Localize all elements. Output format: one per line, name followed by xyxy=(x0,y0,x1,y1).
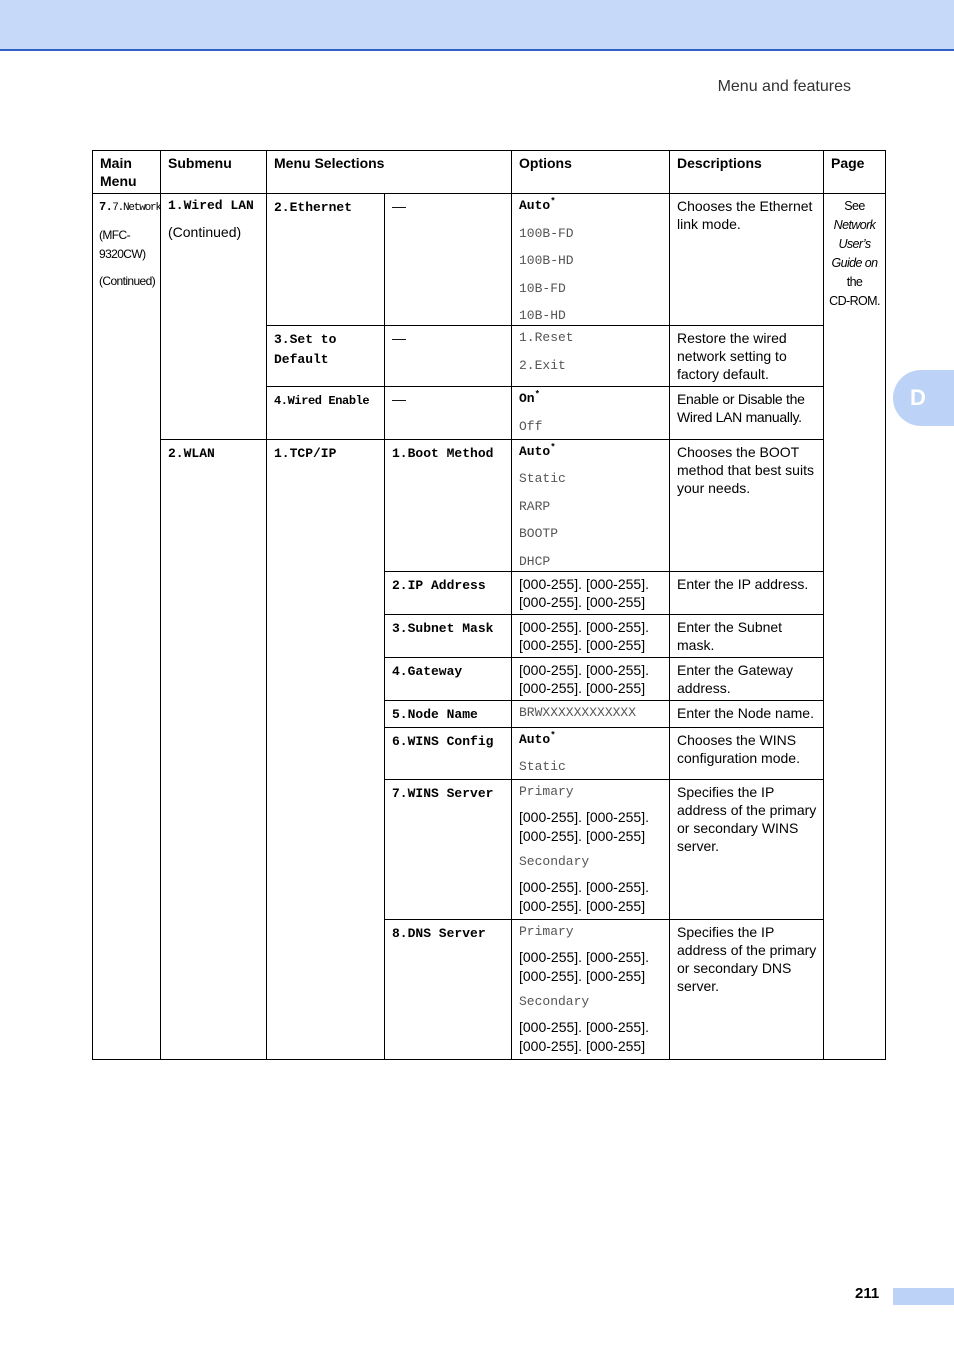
description-set-to-default: Restore the wired network setting to factory default. xyxy=(670,326,824,387)
header-menu-selections: Menu Selections xyxy=(267,151,512,194)
submenu-wlan: 2.WLAN xyxy=(161,439,267,1060)
header-page: Page xyxy=(824,151,886,194)
submenu-wired-lan xyxy=(161,194,267,440)
description-wins-config: Chooses the WINS configuration mode. xyxy=(670,727,824,780)
header-options: Options xyxy=(512,151,670,194)
page-reference: See Network User’s Guide on the CD-ROM. xyxy=(824,194,886,1060)
options-set-to-default: 1.Reset 2.Exit xyxy=(512,326,670,387)
selection-node-name: 5.Node Name xyxy=(385,700,512,727)
selection-ip-address: 2.IP Address xyxy=(385,571,512,614)
main-menu-cell xyxy=(93,194,161,1060)
selection-wins-server: 7.WINS Server xyxy=(385,780,512,920)
selection-set-to-default-sub: — xyxy=(385,326,512,387)
options-ethernet: Auto* 100B-FD 100B-HD 10B-FD 10B-HD xyxy=(512,194,670,326)
selection-boot-method: 1.Boot Method xyxy=(385,439,512,571)
options-wins-config: Auto* Static xyxy=(512,727,670,780)
options-dns-server: Primary [000-255]. [000-255]. [000-255]. [000-255] Secondary [000-255]. [000-255]. [000-255]. [000-255] xyxy=(512,920,670,1060)
selection-tcpip: 1.TCP/IP xyxy=(267,439,385,1060)
selection-subnet-mask: 3.Subnet Mask xyxy=(385,614,512,657)
description-wins-server: Specifies the IP address of the primary or secondary WINS server. xyxy=(670,780,824,920)
description-ip-address: Enter the IP address. xyxy=(670,571,824,614)
options-wired-enable: On* Off xyxy=(512,387,670,440)
table-header-row xyxy=(93,151,886,194)
description-wired-enable: Enable or Disable the Wired LAN manually. xyxy=(670,387,824,440)
submenu-wired-lan-continued: (Continued) xyxy=(168,224,242,240)
footer-band xyxy=(893,1288,954,1305)
description-boot-method: Chooses the BOOT method that best suits your needs. xyxy=(670,439,824,571)
table-row xyxy=(93,194,886,326)
main-menu-model: (MFC-9320CW) xyxy=(99,228,146,261)
section-title: Menu and features xyxy=(717,78,851,95)
options-ip-address: [000-255]. [000-255]. [000-255]. [000-255] xyxy=(512,571,670,614)
options-gateway: [000-255]. [000-255]. [000-255]. [000-255] xyxy=(512,657,670,700)
selection-ethernet: 2.Ethernet xyxy=(267,194,385,326)
table-row xyxy=(93,439,886,571)
description-ethernet: Chooses the Ethernet link mode. xyxy=(670,194,824,326)
options-node-name: BRWXXXXXXXXXXXX xyxy=(512,700,670,727)
header-descriptions: Descriptions xyxy=(670,151,824,194)
selection-ethernet-sub: — xyxy=(385,194,512,326)
options-boot-method: Auto* Static RARP BOOTP DHCP xyxy=(512,439,670,571)
selection-set-to-default: 3.Set to Default xyxy=(267,326,385,387)
page-number: 211 xyxy=(855,1285,880,1302)
description-subnet-mask: Enter the Subnet mask. xyxy=(670,614,824,657)
description-gateway: Enter the Gateway address. xyxy=(670,657,824,700)
options-subnet-mask: [000-255]. [000-255]. [000-255]. [000-255] xyxy=(512,614,670,657)
options-wins-server: Primary [000-255]. [000-255]. [000-255]. [000-255] Secondary [000-255]. [000-255]. [000-255]. [000-255] xyxy=(512,780,670,920)
description-node-name: Enter the Node name. xyxy=(670,700,824,727)
main-menu-continued: (Continued) xyxy=(99,274,156,288)
main-menu-number: 7. xyxy=(99,200,113,214)
selection-wins-config: 6.WINS Config xyxy=(385,727,512,780)
header-band xyxy=(0,0,954,51)
selection-wired-enable-sub: — xyxy=(385,387,512,440)
selection-dns-server: 8.DNS Server xyxy=(385,920,512,1060)
description-dns-server: Specifies the IP address of the primary or secondary DNS server. xyxy=(670,920,824,1060)
header-submenu: Submenu xyxy=(161,151,267,194)
selection-wired-enable: 4.Wired Enable xyxy=(267,387,385,440)
submenu-wired-lan-label: 1.Wired LAN xyxy=(168,198,254,213)
header-main-menu: Main Menu xyxy=(93,151,161,194)
chapter-tab: D xyxy=(893,370,954,426)
main-menu-label: 7.Network xyxy=(112,202,161,214)
menu-table xyxy=(92,150,886,1060)
selection-gateway: 4.Gateway xyxy=(385,657,512,700)
